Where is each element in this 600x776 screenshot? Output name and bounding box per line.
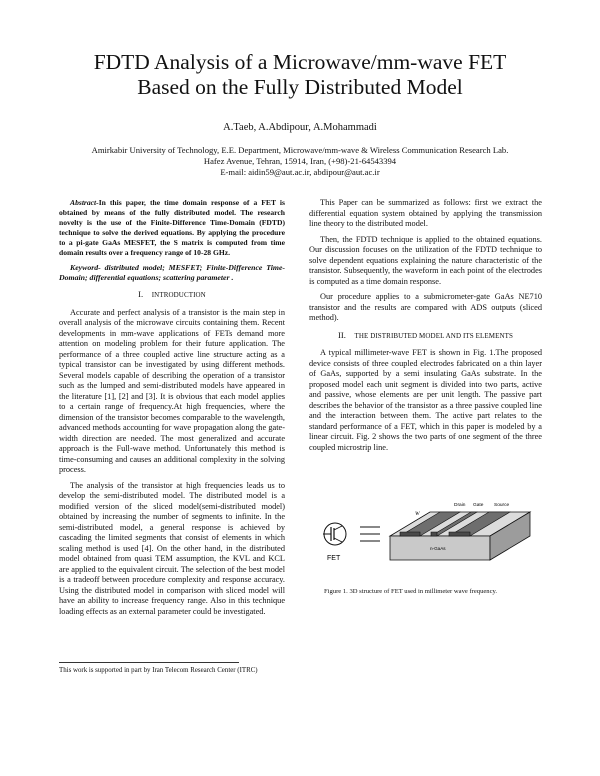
abstract: [59, 198, 285, 258]
body-paragraph: A typical millimeter-wave FET is shown in Fig. 1.The proposed device consists of three coupled electrodes fabricated on a thin layer of GaAs, supported by a semi insulating GaAs substrate. In the proposed model each unit segment is divided into two parts, active and passive, whose elements are per unit length. The passive part describes the behavior of the transistor as a three passive coupled line and the interaction between them. The active part relates to the standard performance of a FET, which in this paper is modeled by a linear circuit. Fig. 2 shows the two parts of one segment of the three coupled microstrip line.: [309, 348, 542, 452]
body-paragraph: Accurate and perfect analysis of a transistor is the main step in overall analysis of the microwave circuits containing them. Recent developments in mm-wave applications of FETs demand more attention on modeling problem for their future application. The performance of a three coupled active line structure acting as a typical transistor can be investigated by using different methods. Several models capable of describing the operation of a transistor such as the lumped and semi-distributed models have appeared in the literature [1], [2] and [3]. It is obvious that each model applies to a certain range of frequency.At high frequencies, where the dimension of the transistor becomes comparable to the wavelength, advanced methods accounting for wave propagation along the gate-width direction are needed. The most generalized and accurate approach is the Full-wave method. Unfortunately this method is time-consuming and causes an additional complexity in the solving process.: [59, 307, 285, 474]
fet-label: FET: [327, 555, 341, 562]
section-title: THE DISTRIBUTED MODEL AND ITS ELEMENTS: [354, 331, 513, 340]
abstract-lead: Abstract-: [70, 198, 99, 207]
paper-title: [40, 50, 560, 100]
left-column: [59, 198, 285, 622]
right-column: [309, 198, 542, 458]
fet-structure-diagram: [318, 490, 533, 578]
section-title: INTRODUCTION: [151, 291, 206, 299]
figure-caption: Figure 1. 3D structure of FET used in millimeter wave frequency.: [324, 588, 498, 595]
affiliation: [40, 145, 560, 178]
body-paragraph: The analysis of the transistor at high frequencies leads us to develop the semi-distributed model. The distributed model is a modified version of the sliced model(semi-distributed model) obtained by increasing the number of segments to infinite. In the semi-distributed model, a general response is achieved by cascading the limited segments that consist of elements in which scaling method is used [4]. On the other hand, in the distributed model obtained from quasi TEM assumption, the KVL and KCL are applied to the equivalent circuit. The selection of the best model is a tradeoff between procedure complexity and response accuracy. Using the distributed model in comparison with sliced model will have an ability to increase frequency range. Also in this technique loading effects as an external parameter could be investigated.: [59, 480, 285, 616]
section-heading: [309, 330, 542, 342]
section-number: I.: [138, 289, 144, 299]
body-paragraph: Our procedure applies to a submicrometer-gate GaAs NE710 transistor and the results are compared with ADS outputs (sliced method).: [309, 292, 542, 322]
width-label: W: [415, 511, 420, 517]
keywords: Keyword- distributed model; MESFET; Finite-Difference Time-Domain; differential equations; scattering parameter .: [59, 263, 285, 282]
figure-1: [318, 490, 533, 578]
footnote: This work is supported in part by Iran Telecom Research Center (ITRC): [59, 667, 258, 674]
substrate-label: n-GaAs: [430, 546, 446, 551]
body-paragraph: This Paper can be summarized as follows: first we extract the differential equation system obtained by applying the transmission line theory to the distributed model.: [309, 198, 542, 228]
affiliation-line: Hafez Avenue, Tehran, 15914, Iran, (+98)-21-64543394: [203, 156, 397, 166]
affiliation-line: Amirkabir University of Technology, E.E. Department, Microwave/mm-wave & Wireless Communication Research Lab.: [91, 145, 509, 155]
equivalence-sign-icon: [360, 527, 380, 541]
email-line: E-mail: aidin59@aut.ac.ir, abdipour@aut.ac.ir: [220, 167, 380, 177]
source-label: Source: [494, 503, 510, 508]
title-line: FDTD Analysis of a Microwave/mm-wave FET: [93, 50, 507, 74]
fet-symbol-icon: [323, 523, 346, 545]
gate-label: Gate: [473, 503, 484, 508]
section-heading: [59, 289, 285, 301]
body-paragraph: Then, the FDTD technique is applied to the obtained equations. Our discussion focuses on the utilization of the FDTD technique to solve dependent equations explaining the nature characteristic of the transistor. Subsequently, the waveform in each point of the electrodes is computed as a time domain response.: [309, 234, 542, 286]
title-line: Based on the Fully Distributed Model: [137, 75, 463, 99]
authors: A.Taeb, A.Abdipour, A.Mohammadi: [223, 122, 377, 133]
footnote-rule: [59, 662, 239, 663]
drain-label: Drain: [454, 503, 466, 508]
section-number: II.: [338, 329, 346, 340]
abstract-text: In this paper, the time domain response of a FET is obtained by means of the fully distributed model. The research novelty is the use of the Finite-Difference Time-Domain (FDTD) technique to solve the derived equations. By applying the procedure to a pi-gate GaAs MESFET, the S matrix is computed from time domain results over a frequency range of 10-28 GHz.: [59, 198, 285, 257]
